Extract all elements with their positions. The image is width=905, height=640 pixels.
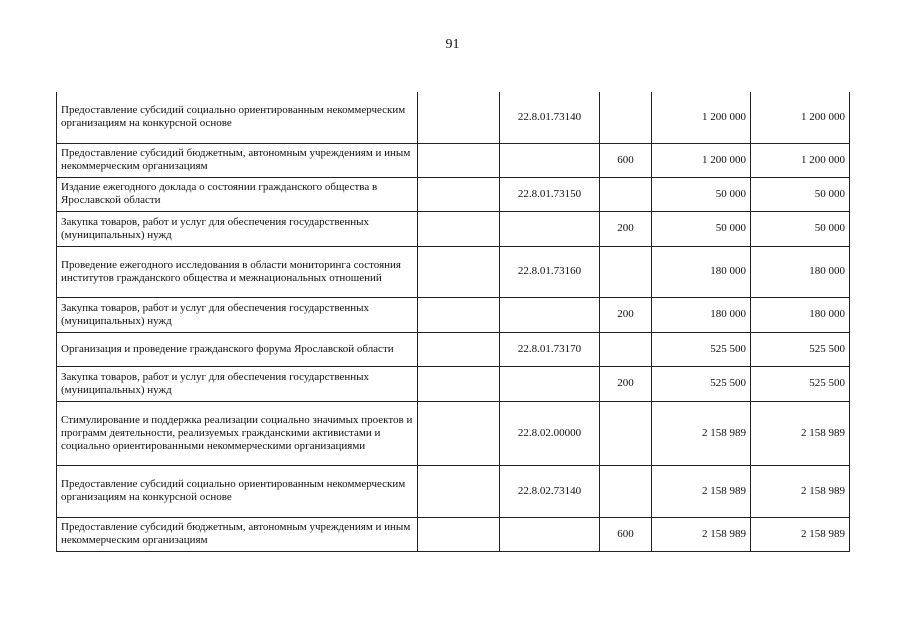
table-row [57,92,850,143]
table-row [57,297,850,332]
row-blank-cell [418,177,500,211]
row-name: Проведение ежегодного исследования в области мониторинга состояния институтов гражданского общества и межнациональных отношений [57,246,418,297]
row-type [600,465,652,517]
row-amount-2: 50 000 [751,177,850,211]
row-amount-2: 50 000 [751,211,850,246]
row-name: Предоставление субсидий социально ориентированным некоммерческим организациям на конкурсной основе [57,465,418,517]
row-amount-2: 1 200 000 [751,92,850,143]
row-type: 600 [600,143,652,177]
row-code [500,297,600,332]
table-row [57,401,850,465]
row-type: 200 [600,297,652,332]
row-amount-1: 525 500 [652,366,751,401]
row-type: 200 [600,366,652,401]
row-blank-cell [418,332,500,366]
row-name: Предоставление субсидий бюджетным, автономным учреждениям и иным некоммерческим организациям [57,143,418,177]
row-name: Стимулирование и поддержка реализации социально значимых проектов и программ деятельности, реализуемых гражданскими активистами и социально ориентированными некоммерческими организациями [57,401,418,465]
row-amount-2: 2 158 989 [751,465,850,517]
row-amount-2: 2 158 989 [751,517,850,551]
row-amount-2: 180 000 [751,246,850,297]
row-type [600,401,652,465]
row-blank-cell [418,143,500,177]
page-number: 91 [445,37,460,52]
row-amount-1: 180 000 [652,246,751,297]
row-amount-1: 1 200 000 [652,143,751,177]
row-name: Закупка товаров, работ и услуг для обеспечения государственных (муниципальных) нужд [57,366,418,401]
table-row [57,211,850,246]
table-row [57,465,850,517]
table-row [57,332,850,366]
row-blank-cell [418,517,500,551]
table-row [57,177,850,211]
row-amount-2: 1 200 000 [751,143,850,177]
row-code: 22.8.01.73140 [500,92,600,143]
row-amount-1: 2 158 989 [652,465,751,517]
row-type [600,92,652,143]
row-amount-2: 2 158 989 [751,401,850,465]
row-code: 22.8.02.00000 [500,401,600,465]
row-amount-1: 1 200 000 [652,92,751,143]
row-code: 22.8.01.73160 [500,246,600,297]
row-blank-cell [418,211,500,246]
row-amount-1: 2 158 989 [652,401,751,465]
row-amount-1: 180 000 [652,297,751,332]
row-blank-cell [418,465,500,517]
row-type [600,332,652,366]
row-blank-cell [418,366,500,401]
row-type: 600 [600,517,652,551]
row-name: Предоставление субсидий социально ориентированным некоммерческим организациям на конкурсной основе [57,92,418,143]
row-blank-cell [418,401,500,465]
table-row [57,246,850,297]
row-amount-1: 2 158 989 [652,517,751,551]
row-name: Закупка товаров, работ и услуг для обеспечения государственных (муниципальных) нужд [57,297,418,332]
row-code: 22.8.02.73140 [500,465,600,517]
table-row [57,143,850,177]
row-amount-2: 525 500 [751,332,850,366]
row-code [500,143,600,177]
row-amount-1: 525 500 [652,332,751,366]
row-code: 22.8.01.73170 [500,332,600,366]
row-name: Предоставление субсидий бюджетным, автономным учреждениям и иным некоммерческим организациям [57,517,418,551]
row-name: Закупка товаров, работ и услуг для обеспечения государственных (муниципальных) нужд [57,211,418,246]
row-blank-cell [418,92,500,143]
table-row [57,366,850,401]
row-type: 200 [600,211,652,246]
row-code [500,366,600,401]
row-code [500,211,600,246]
row-amount-1: 50 000 [652,211,751,246]
row-name: Издание ежегодного доклада о состоянии гражданского общества в Ярославской области [57,177,418,211]
row-code: 22.8.01.73150 [500,177,600,211]
table-row [57,517,850,551]
budget-table [56,92,850,552]
row-amount-2: 180 000 [751,297,850,332]
row-type [600,177,652,211]
row-amount-1: 50 000 [652,177,751,211]
row-blank-cell [418,246,500,297]
row-blank-cell [418,297,500,332]
row-amount-2: 525 500 [751,366,850,401]
row-name: Организация и проведение гражданского форума Ярославской области [57,332,418,366]
row-code [500,517,600,551]
row-type [600,246,652,297]
